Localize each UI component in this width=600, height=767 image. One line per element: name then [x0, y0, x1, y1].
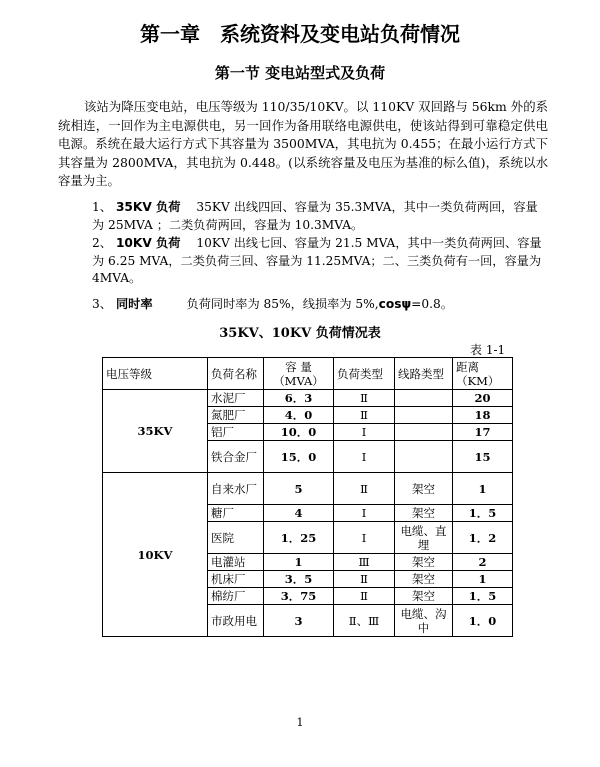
distance-cell: 1．0: [453, 605, 513, 637]
load-name-cell: 自来水厂: [208, 473, 264, 505]
line-type-cell: [395, 390, 453, 407]
load-name-cell: 水泥厂: [208, 390, 264, 407]
line-type-cell: [395, 424, 453, 441]
intro-paragraph: 该站为降压变电站，电压等级为 110/35/10KV。以 110KV 双回路与 56km 外的系统相连，一回作为主电源供电，另一回作为备用联络电源供电，使该站得到可靠稳定供电电源。系统在最大运行方式下其容量为 3500MVA，其电抗为 0.455；在最小运行方式下其容量为 2800MVA，其电抗为 0.448。(以系统容量及电压为基准的标么值)，系统以水容量为主。: [58, 99, 548, 188]
table-number: 表 1-1: [470, 343, 506, 357]
header-distance: 距离（KM）: [453, 358, 513, 390]
capacity-cell: 1: [264, 554, 334, 571]
line-type-cell: 架空: [395, 505, 453, 522]
load-type-cell: Ⅱ: [334, 390, 395, 407]
line-type-cell: [395, 441, 453, 473]
distance-cell: 1．5: [453, 505, 513, 522]
capacity-cell: 10．0: [264, 424, 334, 441]
load-name-cell: 铝厂: [208, 424, 264, 441]
load-name-cell: 氮肥厂: [208, 407, 264, 424]
line-type-cell: [395, 407, 453, 424]
capacity-cell: 15．0: [264, 441, 334, 473]
load-type-cell: Ⅰ: [334, 505, 395, 522]
item-text: 35KV 出线四回、容量为 35.3MVA，其中一类负荷两回，容量为 25MVA ；二类负荷两回，容量为 10.3MVA。: [92, 200, 538, 232]
load-type-cell: Ⅰ: [334, 522, 395, 554]
distance-cell: 1．5: [453, 588, 513, 605]
section-title: 第一节 变电站型式及负荷: [214, 64, 386, 82]
load-name-cell: 机床厂: [208, 571, 264, 588]
load-type-cell: Ⅰ: [334, 441, 395, 473]
line-type-cell: 架空: [395, 588, 453, 605]
item-simultaneity: [92, 296, 548, 314]
cos-phi-symbol: cosψ: [378, 297, 412, 311]
page-number: 1: [296, 716, 304, 729]
capacity-cell: 4: [264, 505, 334, 522]
item-number: 1、: [92, 200, 112, 214]
distance-cell: 20: [453, 390, 513, 407]
line-type-cell: 电缆、沟中: [395, 605, 453, 637]
capacity-cell: 5: [264, 473, 334, 505]
distance-cell: 18: [453, 407, 513, 424]
distance-cell: 17: [453, 424, 513, 441]
load-type-cell: Ⅱ: [334, 588, 395, 605]
load-type-cell: Ⅱ: [334, 407, 395, 424]
capacity-cell: 3: [264, 605, 334, 637]
chapter-title: 第一章 系统资料及变电站负荷情况: [140, 22, 460, 46]
capacity-cell: 3．75: [264, 588, 334, 605]
load-type-cell: Ⅱ、Ⅲ: [334, 605, 395, 637]
header-load-type: 负荷类型: [334, 358, 395, 390]
item-text-tail: =0.8。: [411, 297, 453, 311]
header-voltage: 电压等级: [103, 358, 208, 390]
distance-cell: 2: [453, 554, 513, 571]
table-header-row: [103, 358, 513, 390]
load-type-cell: Ⅲ: [334, 554, 395, 571]
capacity-cell: 4．0: [264, 407, 334, 424]
line-type-cell: 架空: [395, 554, 453, 571]
line-type-cell: 架空: [395, 473, 453, 505]
capacity-cell: 3．5: [264, 571, 334, 588]
item-keyword: 35KV 负荷: [115, 200, 181, 214]
load-type-cell: Ⅱ: [334, 473, 395, 505]
header-line-type: 线路类型: [395, 358, 453, 390]
capacity-cell: 1．25: [264, 522, 334, 554]
load-name-cell: 糖厂: [208, 505, 264, 522]
load-name-cell: 市政用电: [208, 605, 264, 637]
load-name-cell: 医院: [208, 522, 264, 554]
voltage-cell: 35KV: [103, 390, 208, 473]
load-name-cell: 电灌站: [208, 554, 264, 571]
item-10kv-load: [92, 235, 548, 288]
table-title: 35KV、10KV 负荷情况表: [219, 326, 381, 341]
distance-cell: 1: [453, 571, 513, 588]
distance-cell: 15: [453, 441, 513, 473]
item-text: 负荷同时率为 85%，线损率为 5%,: [186, 297, 379, 311]
load-table: [102, 357, 513, 637]
header-capacity: 容 量（MVA）: [264, 358, 334, 390]
table-row: [103, 473, 513, 505]
line-type-cell: 电缆、直埋: [395, 522, 453, 554]
item-35kv-load: [92, 199, 548, 234]
distance-cell: 1: [453, 473, 513, 505]
item-text: 10KV 出线七回、容量为 21.5 MVA，其中一类负荷两回、容量为 6.25 MVA，二类负荷三回、容量为 11.25MVA；二、三类负荷有一回，容量为 4MVA。: [92, 236, 542, 285]
item-keyword: 10KV 负荷: [115, 236, 181, 250]
load-name-cell: 棉纺厂: [208, 588, 264, 605]
header-load-name: 负荷名称: [208, 358, 264, 390]
distance-cell: 1．2: [453, 522, 513, 554]
item-number: 2、: [92, 236, 112, 250]
item-number: 3、: [92, 297, 112, 311]
capacity-cell: 6．3: [264, 390, 334, 407]
table-row: [103, 390, 513, 407]
load-type-cell: Ⅰ: [334, 424, 395, 441]
line-type-cell: 架空: [395, 571, 453, 588]
load-name-cell: 铁合金厂: [208, 441, 264, 473]
item-keyword: 同时率: [115, 297, 153, 311]
load-type-cell: Ⅱ: [334, 571, 395, 588]
voltage-cell: 10KV: [103, 473, 208, 637]
